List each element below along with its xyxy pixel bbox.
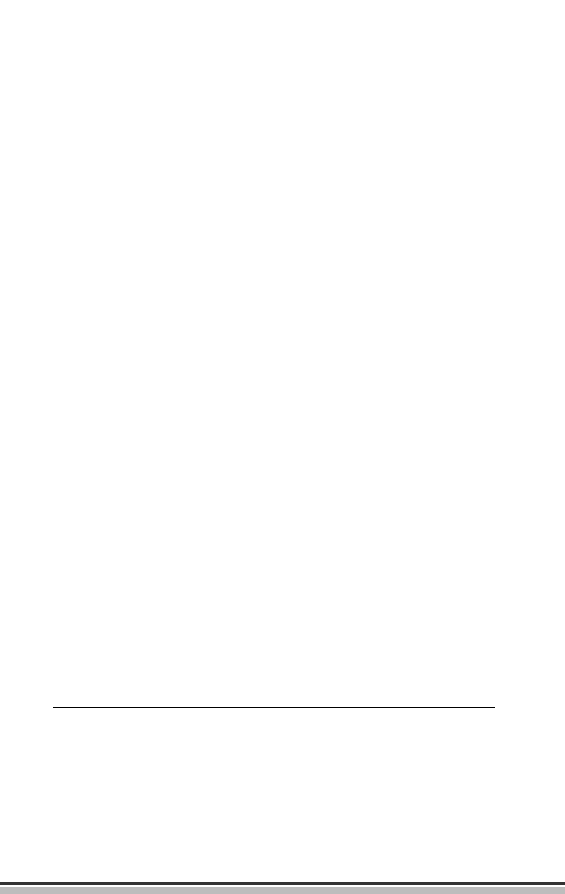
scan-edge-bar bbox=[0, 882, 565, 885]
scan-edge-shade bbox=[0, 887, 565, 894]
footnote-rule bbox=[53, 707, 495, 708]
